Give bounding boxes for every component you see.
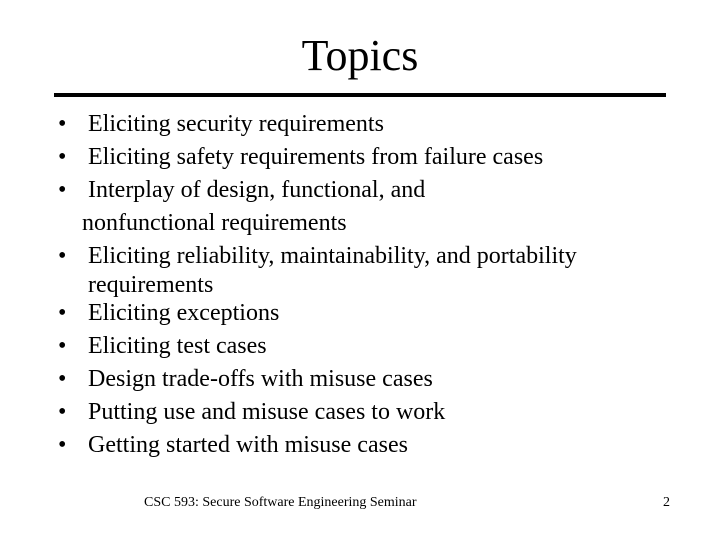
list-item-text: Design trade-offs with misuse cases: [88, 366, 433, 392]
bullet-icon: •: [58, 366, 67, 392]
list-item-continuation: nonfunctional requirements: [82, 210, 347, 236]
list-item-text: Interplay of design, functional, and: [88, 177, 426, 203]
bullet-icon: •: [58, 144, 67, 170]
topic-list: [54, 108, 674, 462]
list-item: [54, 396, 674, 429]
bullet-icon: •: [58, 300, 67, 326]
bullet-icon: •: [58, 177, 67, 203]
list-item-text: Eliciting security requirements: [88, 111, 384, 137]
bullet-icon: •: [58, 111, 67, 137]
list-item: [54, 429, 674, 462]
title-divider: [54, 93, 666, 97]
list-item: [54, 108, 674, 141]
list-item-text: Getting started with misuse cases: [88, 432, 408, 458]
list-item-text: Putting use and misuse cases to work: [88, 399, 446, 425]
footer-course-label: CSC 593: Secure Software Engineering Seminar: [144, 495, 417, 510]
list-item-text: Eliciting exceptions: [88, 300, 280, 326]
bullet-icon: •: [58, 243, 67, 269]
list-item-text: Eliciting reliability, maintainability, and portability: [88, 243, 577, 269]
list-item-continuation: requirements: [88, 272, 214, 298]
bullet-icon: •: [58, 432, 67, 458]
slide-title: Topics: [301, 31, 419, 80]
bullet-icon: •: [58, 399, 67, 425]
list-item: [54, 297, 674, 330]
list-item-text: Eliciting safety requirements from failure cases: [88, 144, 544, 170]
list-item-text: Eliciting test cases: [88, 333, 267, 359]
page-number: 2: [663, 495, 670, 510]
list-item: [54, 240, 674, 297]
list-item: [54, 363, 674, 396]
list-item: [54, 141, 674, 174]
bullet-icon: •: [58, 333, 67, 359]
list-item: [54, 330, 674, 363]
list-item: [54, 174, 674, 240]
